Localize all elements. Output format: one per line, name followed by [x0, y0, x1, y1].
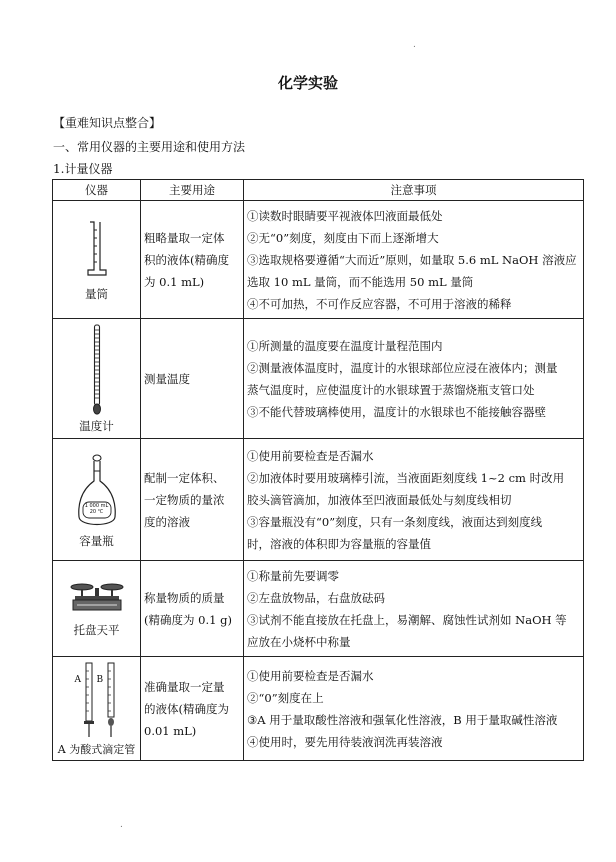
- use-line: 称量物质的质量: [144, 590, 225, 605]
- note-line: ③容量瓶没有“0”刻度，只有一条刻度线，液面达到刻度线: [247, 514, 543, 529]
- note-line: 蒸气温度时，应使温度计的水银球置于蒸馏烧瓶支管口处: [247, 382, 535, 397]
- balance-icon: [69, 580, 125, 614]
- burette-label-a: A: [74, 674, 81, 685]
- burette-icon: [62, 661, 132, 741]
- note-line: ③选取规格要遵循“大而近”原则，如量取 5.6 mL NaOH 溶液应: [247, 252, 577, 267]
- instrument-cell: [53, 657, 141, 761]
- use-cell: [141, 657, 244, 761]
- instrument-cell: [53, 319, 141, 439]
- section-heading: 【重难知识点整合】: [53, 116, 162, 130]
- note-line: ②“0”刻度在上: [247, 690, 324, 705]
- instrument-name: 温度计: [79, 418, 114, 433]
- page-title: 化学实验: [277, 74, 338, 92]
- note-line: 胶头滴管滴加，加液体至凹液面最低处与刻度线相切: [247, 492, 512, 507]
- flask-capacity-label: 1 000 mL: [84, 502, 109, 509]
- table-row: [53, 319, 584, 439]
- notes-cell: [244, 201, 584, 319]
- notes-cell: [244, 319, 584, 439]
- use-line: 准确量取一定量: [144, 679, 225, 694]
- use-line: (精确度为 0.1 g): [144, 612, 232, 627]
- notes-cell: [244, 657, 584, 761]
- table-row: [53, 201, 584, 319]
- note-line: ②测量液体温度时，温度计的水银球部位应浸在液体内；测量: [247, 360, 558, 375]
- note-line: ③试剂不能直接放在托盘上，易潮解、腐蚀性试剂如 NaOH 等: [247, 612, 567, 627]
- header-dot: .: [413, 40, 416, 50]
- note-line: ①使用前要检查是否漏水: [247, 668, 374, 683]
- note-line: ①所测量的温度要在温度计量程范围内: [247, 338, 443, 353]
- graduated-cylinder-icon: [82, 218, 112, 280]
- use-line: 积的液体(精确度: [144, 252, 229, 267]
- use-cell: [141, 561, 244, 657]
- use-line: 配制一定体积、: [144, 470, 225, 485]
- note-line: ①使用前要检查是否漏水: [247, 448, 374, 463]
- use-line: 度的溶液: [144, 514, 190, 529]
- thermometer-icon: [90, 324, 104, 416]
- instrument-table: [52, 179, 584, 761]
- use-line: 0.01 mL): [144, 723, 197, 738]
- notes-cell: [244, 561, 584, 657]
- flask-temperature-label: 20 ℃: [89, 508, 104, 515]
- use-cell: [141, 201, 244, 319]
- subtitle: 一、常用仪器的主要用途和使用方法: [53, 140, 246, 154]
- note-line: ④不可加热，不可作反应容器，不可用于溶液的稀释: [247, 296, 512, 311]
- note-line: 时，溶液的体积即为容量瓶的容量值: [247, 536, 431, 551]
- note-line: ③不能代替玻璃棒使用，温度计的水银球也不能接触容器壁: [247, 404, 546, 419]
- instrument-name: 量筒: [85, 286, 108, 301]
- burette-label-b: B: [96, 674, 104, 685]
- note-line: ③A 用于量取酸性溶液和强氧化性溶液，B 用于量取碱性溶液: [247, 712, 558, 727]
- instrument-cell: [53, 439, 141, 561]
- use-line: 的液体(精确度为: [144, 701, 229, 716]
- header-use: 主要用途: [141, 180, 244, 201]
- instrument-name: A 为酸式滴定管: [57, 742, 136, 756]
- note-line: ②无“0”刻度，刻度由下而上逐渐增大: [247, 230, 439, 245]
- table-row: [53, 561, 584, 657]
- notes-cell: [244, 439, 584, 561]
- note-line: ①读数时眼睛要平视液体凹液面最低处: [247, 208, 443, 223]
- use-line: 粗略量取一定体: [144, 230, 225, 245]
- note-line: ①称量前先要调零: [247, 568, 339, 583]
- table-row: [53, 439, 584, 561]
- use-line: 一定物质的量浓: [144, 492, 225, 507]
- header-instrument: 仪器: [53, 180, 141, 201]
- use-line: 测量温度: [144, 371, 190, 386]
- table-header-row: [53, 180, 584, 201]
- note-line: ②左盘放物品，右盘放砝码: [247, 590, 385, 605]
- footer-dot: .: [120, 820, 123, 830]
- instrument-name: 容量瓶: [79, 533, 114, 548]
- note-line: 应放在小烧杯中称量: [247, 634, 351, 649]
- header-notes: 注意事项: [244, 180, 584, 201]
- use-cell: [141, 439, 244, 561]
- volumetric-flask-icon: [75, 451, 119, 533]
- use-line: 为 0.1 mL): [144, 274, 205, 289]
- note-line: ②加液体时要用玻璃棒引流，当液面距刻度线 1~2 cm 时改用: [247, 470, 565, 485]
- instrument-cell: [53, 201, 141, 319]
- instrument-name: 托盘天平: [73, 622, 120, 637]
- use-cell: [141, 319, 244, 439]
- table-row: [53, 657, 584, 761]
- sub-subtitle: 1.计量仪器: [53, 162, 113, 176]
- note-line: ④使用时，要先用待装液润洗再装溶液: [247, 734, 443, 749]
- instrument-cell: [53, 561, 141, 657]
- note-line: 选取 10 mL 量筒，而不能选用 50 mL 量筒: [247, 274, 474, 289]
